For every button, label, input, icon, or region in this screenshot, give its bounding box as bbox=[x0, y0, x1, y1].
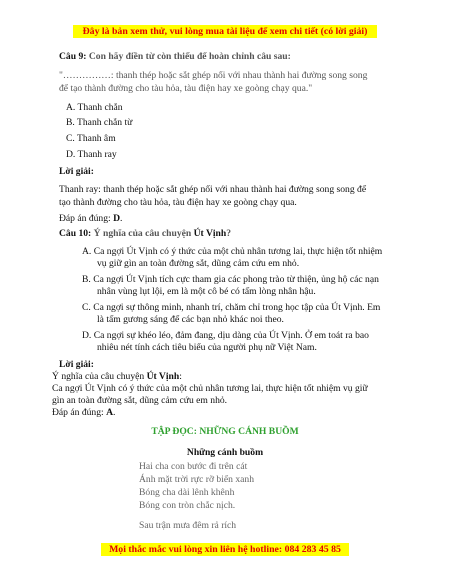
question-10-story: Út Vịnh bbox=[193, 228, 227, 239]
question-10-prompt-end: ? bbox=[226, 228, 232, 239]
poem-line-3: Bóng cha dài lênh khênh bbox=[139, 487, 235, 498]
section-title: TẬP ĐỌC: NHỮNG CÁNH BUỒM bbox=[151, 426, 299, 437]
poem-line-5: Sau trận mưa đêm rả rích bbox=[139, 520, 237, 531]
question-9-option-b: B. Thanh chắn từ bbox=[66, 117, 133, 128]
question-9-option-a: A. Thanh chắn bbox=[66, 102, 123, 113]
answer-value: D bbox=[113, 213, 121, 224]
question-10-option-a-line-1: A. Ca ngợi Út Vịnh có ý thức của một chủ nhân tương lai, thực hiện tốt nhiệm bbox=[82, 246, 383, 257]
question-9-solution-line-1: Thanh ray: thanh thép hoặc sắt ghép nối với nhau thành hai đường song song để bbox=[59, 184, 367, 195]
solution-colon: : bbox=[179, 371, 182, 382]
question-10-option-b-line-2: nhân vùng lụt lội, em là một cô bé có tấm lòng nhân hậu. bbox=[97, 286, 316, 297]
poem-title: Những cánh buồm bbox=[186, 447, 264, 458]
question-10-answer bbox=[52, 406, 115, 419]
question-10-solution-line-2: gìn an toàn đường sắt, dũng cảm cứu em nhỏ. bbox=[52, 395, 228, 406]
preview-notice-banner: Đây là bản xem thử, vui lòng mua tài liệu để xem chi tiết (có lời giải) bbox=[73, 25, 377, 38]
question-10-solution-label: Lời giải: bbox=[59, 359, 94, 370]
question-9-quote-line-1: "……………: thanh thép hoặc sắt ghép nối với nhau thành hai đường song song bbox=[59, 70, 368, 81]
poem-line-1: Hai cha con bước đi trên cát bbox=[139, 461, 248, 472]
question-9-heading bbox=[59, 50, 291, 63]
question-10-option-d-line-2: nhiêu nét tính cách tiêu biểu của người phụ nữ Việt Nam. bbox=[97, 342, 317, 353]
question-10-option-b-line-1: B. Ca ngợi Út Vịnh tích cực tham gia các phong trào từ thiện, ủng hộ các nạn bbox=[82, 274, 379, 285]
question-10-heading bbox=[59, 227, 231, 240]
answer-value: A bbox=[106, 407, 114, 418]
question-10-option-a-line-2: vụ giữ gìn an toàn đường sắt, dũng cảm cứu em nhỏ. bbox=[97, 258, 300, 269]
question-9-label: Câu 9: bbox=[59, 51, 87, 62]
question-9-prompt: Con hãy điền từ còn thiếu để hoàn chỉnh câu sau: bbox=[88, 51, 291, 62]
question-9-option-c: C. Thanh âm bbox=[66, 133, 116, 144]
question-9-quote-line-2: để tạo thành đường cho tàu hỏa, tàu điện hay xe goòng chạy qua." bbox=[59, 83, 313, 94]
question-9-option-d: D. Thanh ray bbox=[66, 149, 117, 160]
poem-line-2: Ánh mặt trời rực rỡ biển xanh bbox=[139, 474, 254, 485]
question-9-solution-line-2: tạo thành đường cho tàu hỏa, tàu điện hay xe goòng chạy qua. bbox=[59, 197, 297, 208]
question-10-solution-line-1: Ca ngợi Út Vịnh có ý thức của một chủ nhân tương lai, thực hiện tốt nhiệm vụ giữ bbox=[52, 383, 368, 394]
question-10-option-c-line-1: C. Ca ngợi sự thông minh, nhanh trí, chăm chỉ trong học tập của Út Vịnh. Em bbox=[82, 302, 381, 313]
question-10-option-c-line-2: là tấm gương sáng để các bạn nhỏ khác noi theo. bbox=[97, 314, 284, 325]
solution-intro-text: Ý nghĩa của câu chuyện bbox=[52, 371, 147, 382]
question-9-solution-label: Lời giải: bbox=[59, 166, 94, 177]
question-10-label: Câu 10: bbox=[59, 228, 92, 239]
answer-suffix: . bbox=[113, 407, 116, 418]
question-10-option-d-line-1: D. Ca ngợi sự khéo léo, đảm đang, dịu dàng của Út Vịnh. Ở em toát ra bao bbox=[82, 330, 369, 341]
question-9-answer bbox=[59, 212, 122, 225]
answer-suffix: . bbox=[120, 213, 123, 224]
solution-story: Út Vịnh bbox=[146, 371, 180, 382]
hotline-banner: Mọi thắc mắc vui lòng xin liên hệ hotline: 084 283 45 85 bbox=[101, 543, 349, 556]
answer-prefix: Đáp án đúng: bbox=[59, 213, 114, 224]
poem-line-4: Bóng con tròn chắc nịch. bbox=[139, 500, 236, 511]
question-10-prompt: Ý nghĩa của câu chuyện bbox=[93, 228, 194, 239]
answer-prefix: Đáp án đúng: bbox=[52, 407, 107, 418]
